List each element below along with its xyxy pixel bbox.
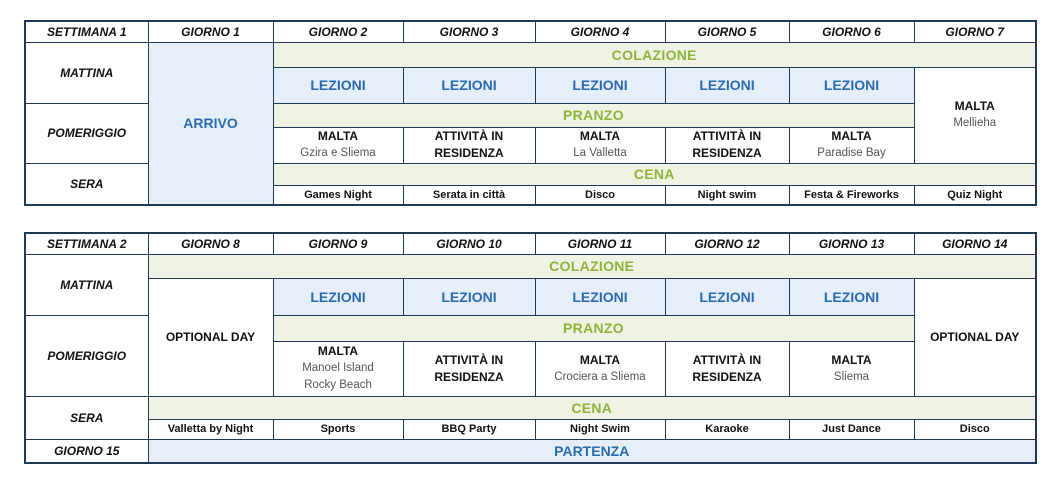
activity-title: ATTIVITÀ IN <box>692 129 762 143</box>
afternoon-day3 <box>403 127 535 163</box>
activity-place: Crociera a Sliema <box>554 370 646 383</box>
activity-place: RESIDENZA <box>434 369 504 384</box>
lunch-row: PRANZO <box>273 103 914 127</box>
activity-title: MALTA <box>317 129 359 143</box>
evening-day14: Disco <box>914 419 1036 439</box>
day7-excursion <box>914 67 1036 163</box>
day12-header: GIORNO 12 <box>665 233 789 254</box>
activity-place: Manoel Island <box>302 362 374 374</box>
activity-place: La Valletta <box>573 147 627 159</box>
activity-title: MALTA <box>831 129 872 143</box>
afternoon-label: POMERIGGIO <box>25 315 148 396</box>
evening-day2: Games Night <box>273 185 403 205</box>
evening-day10: BBQ Party <box>403 419 535 439</box>
optional-day-14: OPTIONAL DAY <box>914 278 1036 396</box>
evening-day4: Disco <box>535 185 665 205</box>
day7-header: GIORNO 7 <box>914 21 1036 42</box>
week2-header: SETTIMANA 2 <box>25 233 148 254</box>
day1-header: GIORNO 1 <box>148 21 273 42</box>
afternoon-day10 <box>403 341 535 396</box>
activity-place: Paradise Bay <box>817 147 886 159</box>
week2-schedule-table <box>24 232 1037 464</box>
activity-place: RESIDENZA <box>692 146 762 160</box>
dinner-row: CENA <box>273 163 1036 185</box>
activity-title: ATTIVITÀ IN <box>692 352 762 367</box>
lesson-day3: LEZIONI <box>403 67 535 103</box>
lunch-row: PRANZO <box>273 315 914 341</box>
activity-title: MALTA <box>317 344 359 358</box>
activity-title: ATTIVITÀ IN <box>434 129 504 143</box>
evening-day12: Karaoke <box>665 419 789 439</box>
lesson-day12: LEZIONI <box>665 278 789 315</box>
day14-header: GIORNO 14 <box>914 233 1036 254</box>
lesson-day5: LEZIONI <box>665 67 789 103</box>
evening-day9: Sports <box>273 419 403 439</box>
afternoon-day13 <box>789 341 914 396</box>
lesson-day4: LEZIONI <box>535 67 665 103</box>
lesson-day13: LEZIONI <box>789 278 914 315</box>
activity-title: ATTIVITÀ IN <box>434 352 504 367</box>
day6-header: GIORNO 6 <box>789 21 914 42</box>
afternoon-day6 <box>789 127 914 163</box>
week1-schedule-table <box>24 20 1037 206</box>
evening-day11: Night Swim <box>535 419 665 439</box>
activity-title: MALTA <box>831 352 872 367</box>
activity-place: Gzira e Sliema <box>300 147 376 159</box>
day13-header: GIORNO 13 <box>789 233 914 254</box>
day5-header: GIORNO 5 <box>665 21 789 42</box>
day4-header: GIORNO 4 <box>535 21 665 42</box>
evening-day13: Just Dance <box>789 419 914 439</box>
day15-label: GIORNO 15 <box>25 439 148 463</box>
optional-day-8: OPTIONAL DAY <box>148 278 273 396</box>
afternoon-day2 <box>273 127 403 163</box>
day2-header: GIORNO 2 <box>273 21 403 42</box>
day10-header: GIORNO 10 <box>403 233 535 254</box>
breakfast-row: COLAZIONE <box>273 42 1036 67</box>
morning-label: MATTINA <box>25 42 148 103</box>
week1-header: SETTIMANA 1 <box>25 21 148 42</box>
lesson-day10: LEZIONI <box>403 278 535 315</box>
activity-title: MALTA <box>579 129 621 143</box>
evening-day3: Serata in città <box>403 185 535 205</box>
day3-header: GIORNO 3 <box>403 21 535 42</box>
day11-header: GIORNO 11 <box>535 233 665 254</box>
arrival-cell: ARRIVO <box>148 42 273 205</box>
evening-label: SERA <box>25 163 148 205</box>
afternoon-day11 <box>535 341 665 396</box>
afternoon-day5 <box>665 127 789 163</box>
lesson-day6: LEZIONI <box>789 67 914 103</box>
day8-header: GIORNO 8 <box>148 233 273 254</box>
lesson-day9: LEZIONI <box>273 278 403 315</box>
afternoon-label: POMERIGGIO <box>25 103 148 163</box>
afternoon-day9 <box>273 341 403 396</box>
activity-place: Sliema <box>833 370 870 383</box>
excursion-place: Mellieha <box>953 117 997 129</box>
activity-place: RESIDENZA <box>692 369 762 384</box>
afternoon-day4 <box>535 127 665 163</box>
morning-label: MATTINA <box>25 254 148 315</box>
evening-label: SERA <box>25 396 148 439</box>
excursion-title: MALTA <box>954 99 995 113</box>
activity-title: MALTA <box>579 352 621 367</box>
activity-place-2: Rocky Beach <box>304 379 372 391</box>
breakfast-row: COLAZIONE <box>148 254 1036 278</box>
departure-row: PARTENZA <box>148 439 1036 463</box>
activity-place: RESIDENZA <box>434 146 504 160</box>
lesson-day11: LEZIONI <box>535 278 665 315</box>
evening-day6: Festa & Fireworks <box>789 185 914 205</box>
day9-header: GIORNO 9 <box>273 233 403 254</box>
evening-day7: Quiz Night <box>914 185 1036 205</box>
evening-day8: Valletta by Night <box>148 419 273 439</box>
evening-day5: Night swim <box>665 185 789 205</box>
afternoon-day12 <box>665 341 789 396</box>
dinner-row: CENA <box>148 396 1036 419</box>
lesson-day2: LEZIONI <box>273 67 403 103</box>
